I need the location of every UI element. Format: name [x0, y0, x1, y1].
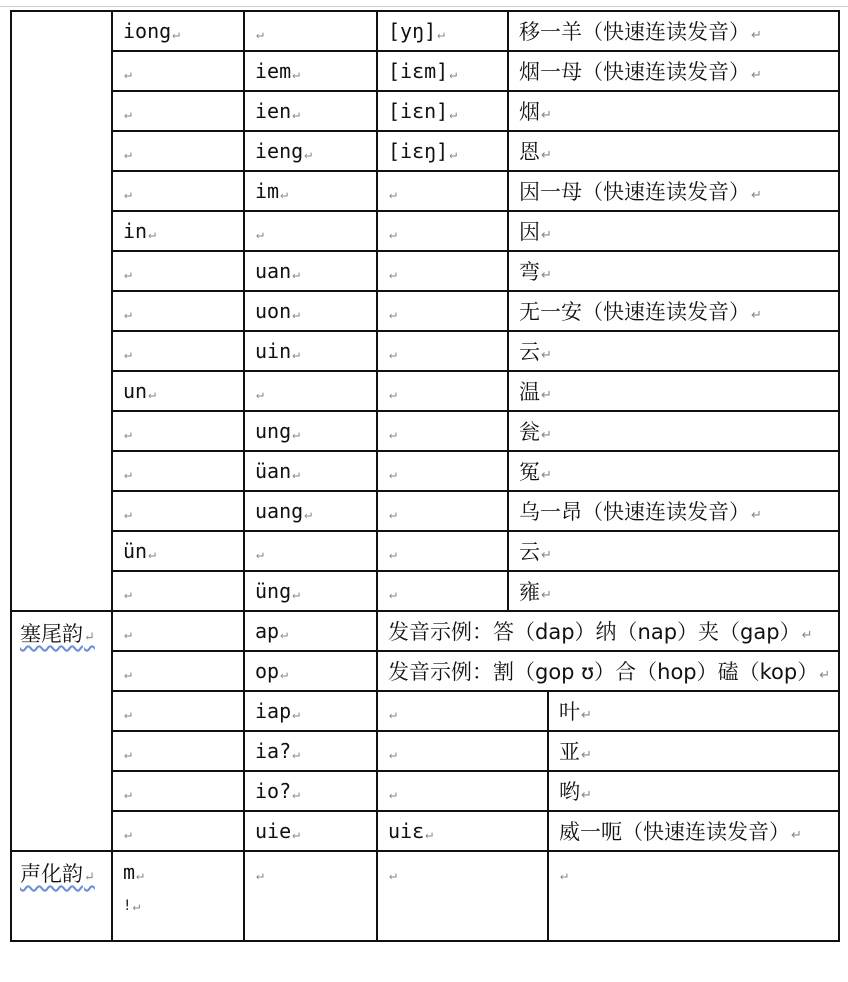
cell-text [123, 299, 132, 323]
table-cell [112, 211, 244, 251]
table-cell [112, 771, 244, 811]
cell-text [388, 739, 397, 763]
cell-text: ia? ↵ [255, 739, 300, 763]
cell-text [388, 179, 397, 203]
table-cell [244, 371, 377, 411]
table-cell [112, 291, 244, 331]
table-cell [377, 531, 508, 571]
cell-text [123, 459, 132, 483]
table-row [11, 371, 839, 411]
table-cell [377, 691, 548, 731]
cell-text: 弯 ↵ [519, 260, 552, 284]
table-row [11, 331, 839, 371]
cell-text: 温 ↵ [519, 380, 552, 404]
example-cell [508, 451, 839, 491]
table-cell [244, 91, 377, 131]
table-cell [112, 171, 244, 211]
table-cell [112, 51, 244, 91]
cell-text: iong ↵ [123, 19, 180, 43]
cell-text [123, 739, 132, 763]
finals-table [10, 10, 840, 942]
cell-text: 雍 ↵ [519, 580, 552, 604]
example-cell [508, 331, 839, 371]
cell-text: un ↵ [123, 379, 156, 403]
cell-text: uiɛ ↵ [388, 819, 433, 843]
table-cell [377, 451, 508, 491]
table-cell [244, 331, 377, 371]
cell-text [123, 579, 132, 603]
example-cell [508, 91, 839, 131]
cell-text [388, 539, 397, 563]
example-cell [548, 771, 839, 811]
table-row [11, 691, 839, 731]
cell-text: ! ↵ [123, 898, 243, 914]
table-row [11, 491, 839, 531]
table-row [11, 651, 839, 691]
table-cell [112, 11, 244, 51]
table-row [11, 11, 839, 51]
table-cell [112, 611, 244, 651]
cell-text: im ↵ [255, 179, 288, 203]
cell-text: ieng ↵ [255, 139, 312, 163]
table-cell [377, 211, 508, 251]
table-cell [112, 251, 244, 291]
table-cell [244, 171, 377, 211]
example-cell [508, 11, 839, 51]
table-cell [112, 371, 244, 411]
table-cell [244, 251, 377, 291]
table-row [11, 51, 839, 91]
cell-text: ap ↵ [255, 619, 288, 643]
table-cell [112, 411, 244, 451]
table-row [11, 171, 839, 211]
cell-text: 瓮 ↵ [519, 420, 552, 444]
table-row [11, 211, 839, 251]
cell-text: 叶 ↵ [559, 700, 592, 724]
cell-text: ien ↵ [255, 99, 300, 123]
example-cell [508, 131, 839, 171]
table-cell [244, 491, 377, 531]
table-row [11, 451, 839, 491]
example-cell [548, 811, 839, 851]
cell-text: [iɛm] ↵ [388, 59, 457, 83]
cell-text [388, 379, 397, 403]
table-cell [244, 131, 377, 171]
table-row [11, 851, 839, 941]
table-cell [244, 291, 377, 331]
table-cell [244, 571, 377, 611]
example-cell [508, 171, 839, 211]
table-cell [377, 251, 508, 291]
cell-text [388, 579, 397, 603]
cell-text: uan ↵ [255, 259, 300, 283]
table-row [11, 131, 839, 171]
table-row [11, 731, 839, 771]
group-label: 声化韵 ↵ [20, 862, 95, 886]
table-cell [244, 811, 377, 851]
table-cell [244, 731, 377, 771]
cell-text: uie ↵ [255, 819, 300, 843]
table-cell [244, 611, 377, 651]
table-cell [112, 531, 244, 571]
example-cell [508, 291, 839, 331]
cell-text [123, 139, 132, 163]
table-cell [377, 371, 508, 411]
cell-text: 恩 ↵ [519, 140, 552, 164]
cell-text: üan ↵ [255, 459, 300, 483]
table-cell [244, 851, 377, 941]
cell-text: uang ↵ [255, 499, 312, 523]
table-cell [377, 491, 508, 531]
cell-text: 因一母（快速连读发音） ↵ [519, 180, 762, 204]
cell-text: [iɛn] ↵ [388, 99, 457, 123]
cell-text: uon ↵ [255, 299, 300, 323]
table-cell [112, 491, 244, 531]
example-cell [508, 251, 839, 291]
cell-text [388, 499, 397, 523]
cell-text: 发音示例：割（gop ʊ）合（hop）磕（kop） ↵ [388, 660, 830, 684]
cell-text: 无一安（快速连读发音） ↵ [519, 300, 762, 324]
table-cell [112, 691, 244, 731]
example-cell [377, 651, 839, 691]
table-cell [244, 771, 377, 811]
table-row [11, 811, 839, 851]
cell-text [123, 419, 132, 443]
table-cell [244, 651, 377, 691]
cell-text: [yŋ] ↵ [388, 19, 445, 43]
example-cell [548, 691, 839, 731]
cell-text: iap ↵ [255, 699, 300, 723]
cell-text [123, 659, 132, 683]
cell-text [123, 259, 132, 283]
table-cell [377, 771, 548, 811]
example-cell [508, 411, 839, 451]
cell-text: üng ↵ [255, 579, 300, 603]
table-cell [377, 51, 508, 91]
group-label: 塞尾韵 ↵ [20, 622, 95, 646]
table-cell [377, 11, 508, 51]
table-cell [377, 851, 548, 941]
cell-text: 烟一母（快速连读发音） ↵ [519, 60, 762, 84]
page-top-edge [0, 0, 848, 7]
table-cell [377, 91, 508, 131]
table-row [11, 291, 839, 331]
table-cell [377, 291, 508, 331]
cell-text: 云 ↵ [519, 540, 552, 564]
example-cell [508, 51, 839, 91]
cell-text [123, 699, 132, 723]
cell-text: io? ↵ [255, 779, 300, 803]
table-cell [112, 651, 244, 691]
table-cell [244, 531, 377, 571]
cell-text [123, 59, 132, 83]
cell-text [255, 219, 264, 243]
cell-text: 发音示例：答（dap）纳（nap）夹（gap） ↵ [388, 620, 812, 644]
table-cell [112, 851, 244, 941]
table-row [11, 411, 839, 451]
table-cell [377, 331, 508, 371]
example-cell [508, 371, 839, 411]
table-cell [244, 451, 377, 491]
cell-text: [iɛŋ] ↵ [388, 139, 457, 163]
table-row [11, 91, 839, 131]
cell-text: m ↵ [123, 860, 144, 884]
table-cell [112, 451, 244, 491]
group-label-cell [11, 611, 112, 851]
example-cell [508, 571, 839, 611]
cell-text [388, 779, 397, 803]
table-cell [377, 571, 508, 611]
table-cell [112, 571, 244, 611]
table-cell [244, 51, 377, 91]
cell-text: 烟 ↵ [519, 100, 552, 124]
table-cell [377, 411, 508, 451]
cell-text: in ↵ [123, 219, 156, 243]
cell-text [123, 619, 132, 643]
cell-text: uin ↵ [255, 339, 300, 363]
table-cell [244, 411, 377, 451]
table-cell [377, 131, 508, 171]
cell-text [255, 19, 264, 43]
example-cell [508, 491, 839, 531]
table-row [11, 531, 839, 571]
cell-text: iem ↵ [255, 59, 300, 83]
table-cell [112, 131, 244, 171]
cell-text: 亚 ↵ [559, 740, 592, 764]
cell-text [388, 699, 397, 723]
cell-text [388, 860, 397, 884]
cell-text: 威一呃（快速连读发音） ↵ [559, 820, 802, 844]
cell-text [388, 419, 397, 443]
example-cell [377, 611, 839, 651]
cell-text: 云 ↵ [519, 340, 552, 364]
cell-text [559, 860, 568, 884]
cell-text [123, 819, 132, 843]
cell-text [388, 259, 397, 283]
table-cell [377, 731, 548, 771]
cell-text: 因 ↵ [519, 220, 552, 244]
table-cell [112, 91, 244, 131]
table-cell [244, 211, 377, 251]
table-cell [377, 171, 508, 211]
cell-text [388, 459, 397, 483]
table-row [11, 571, 839, 611]
group-label-cell [11, 11, 112, 611]
cell-text [388, 299, 397, 323]
table-cell [244, 11, 377, 51]
cell-text [123, 99, 132, 123]
cell-text: 哟 ↵ [559, 780, 592, 804]
table-row [11, 771, 839, 811]
cell-text: 冤 ↵ [519, 460, 552, 484]
example-cell [508, 211, 839, 251]
cell-text [123, 339, 132, 363]
cell-text [388, 339, 397, 363]
table-row [11, 611, 839, 651]
cell-text [388, 219, 397, 243]
table-cell [112, 731, 244, 771]
table-cell [377, 811, 548, 851]
cell-text [123, 779, 132, 803]
cell-text [123, 499, 132, 523]
table-cell [112, 811, 244, 851]
cell-text [123, 179, 132, 203]
group-label-cell [11, 851, 112, 941]
table-cell [548, 851, 839, 941]
table-cell [244, 691, 377, 731]
cell-text: op ↵ [255, 659, 288, 683]
table-cell [112, 331, 244, 371]
cell-text: ung ↵ [255, 419, 300, 443]
cell-text: ün ↵ [123, 539, 156, 563]
cell-text: 移一羊（快速连读发音） ↵ [519, 20, 762, 44]
example-cell [548, 731, 839, 771]
example-cell [508, 531, 839, 571]
table-row [11, 251, 839, 291]
cell-text [255, 539, 264, 563]
cell-text: 乌一昂（快速连读发音） ↵ [519, 500, 762, 524]
cell-text [255, 860, 264, 884]
cell-text [255, 379, 264, 403]
